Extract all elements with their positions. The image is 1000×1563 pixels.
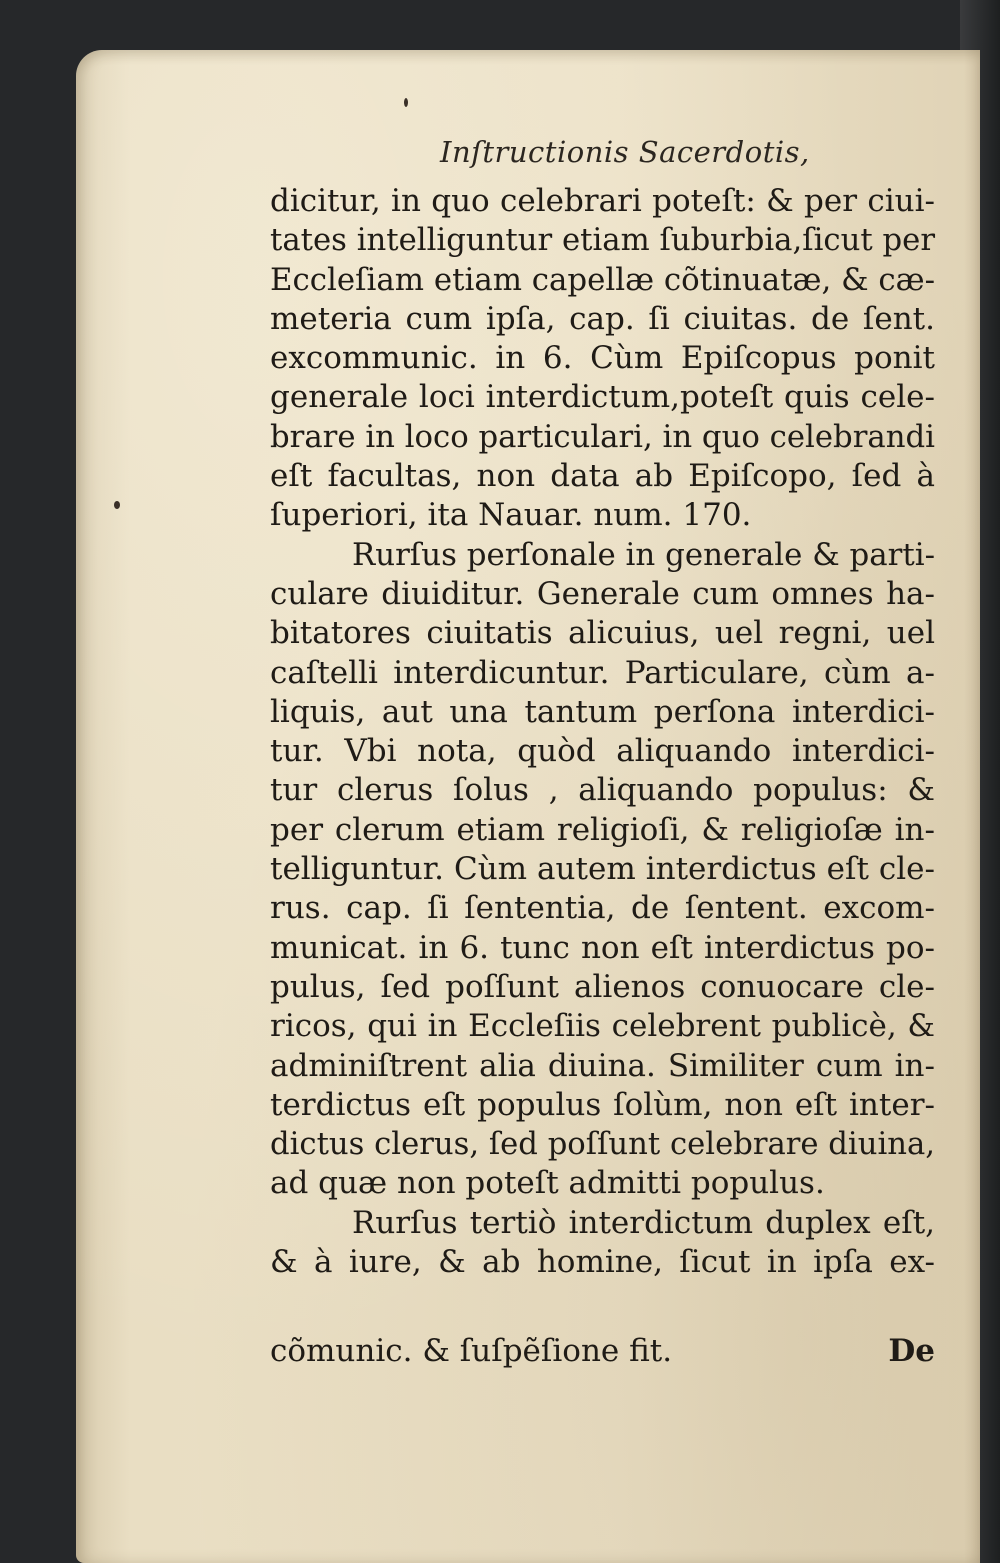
- text-line: ricos, qui in Eccleſiis celebrent publicè, &: [270, 1008, 935, 1045]
- text-line: meteria cum ipſa, cap. ſi ciuitas. de ſent.: [270, 300, 935, 337]
- text-line: municat. in 6. tunc non eſt interdictus po-: [270, 929, 935, 966]
- catchword: De: [888, 1333, 935, 1369]
- text-line: cõmunic. & ſuſpẽſione fit.: [270, 1333, 673, 1369]
- text-line: tates intelliguntur etiam ſuburbia,ſicut per: [270, 223, 935, 259]
- text-line: tur. Vbi nota, quòd aliquando interdici-: [270, 733, 935, 770]
- text-line: excommunic. in 6. Cùm Epiſcopus ponit: [270, 340, 935, 377]
- body-text: [270, 182, 935, 1282]
- text-line: culare diuiditur. Generale cum omnes ha-: [270, 575, 935, 612]
- text-line: eſt facultas, non data ab Epiſcopo, ſed à: [270, 458, 935, 495]
- text-line: dictus clerus, ſed poſſunt celebrare diuina,: [270, 1127, 935, 1163]
- page-gutter-shadow: [964, 50, 980, 1563]
- text-line: bitatores ciuitatis alicuius, uel regni, uel: [270, 615, 935, 652]
- text-line: terdictus eſt populus ſolùm, non eſt inter-: [270, 1086, 935, 1123]
- text-line: Eccleſiam etiam capellæ cõtinuatæ, & cæ-: [270, 261, 935, 298]
- running-head: Inſtructionis Sacerdotis,: [440, 135, 810, 169]
- text-line: generale loci interdictum,poteſt quis cele-: [270, 379, 935, 416]
- ink-speck: [404, 98, 408, 107]
- paragraph-start-line: Rurſus tertiò interdictum duplex eſt,: [352, 1204, 935, 1241]
- text-line: caſtelli interdicuntur. Particulare, cùm a-: [270, 654, 935, 691]
- paragraph-start-line: Rurſus perſonale in generale & parti-: [352, 536, 935, 573]
- text-line: telliguntur. Cùm autem interdictus eſt cle-: [270, 851, 935, 888]
- text-line: & à iure, & ab homine, ſicut in ipſa ex-: [270, 1244, 935, 1281]
- text-line: liquis, aut una tantum perſona interdici-: [270, 693, 935, 730]
- text-line: adminiſtrent alia diuina. Similiter cum in-: [270, 1047, 935, 1084]
- text-line: ſuperiori, ita Nauar. num. 170.: [270, 497, 752, 534]
- text-line: brare in loco particulari, in quo celebrandi: [270, 418, 935, 455]
- text-line: dicitur, in quo celebrari poteſt: & per ciui-: [270, 183, 935, 219]
- text-line: tur clerus ſolus , aliquando populus: &: [270, 772, 935, 809]
- ink-speck: [114, 501, 120, 509]
- final-line-row: [270, 1333, 935, 1373]
- text-line: ad quæ non poteſt admitti populus.: [270, 1165, 825, 1202]
- text-line: rus. cap. ſi ſententia, de ſentent. excom-: [270, 890, 935, 927]
- text-line: pulus, ſed poſſunt alienos conuocare cle-: [270, 968, 935, 1005]
- text-line: per clerum etiam religioſi, & religioſæ in-: [270, 811, 935, 848]
